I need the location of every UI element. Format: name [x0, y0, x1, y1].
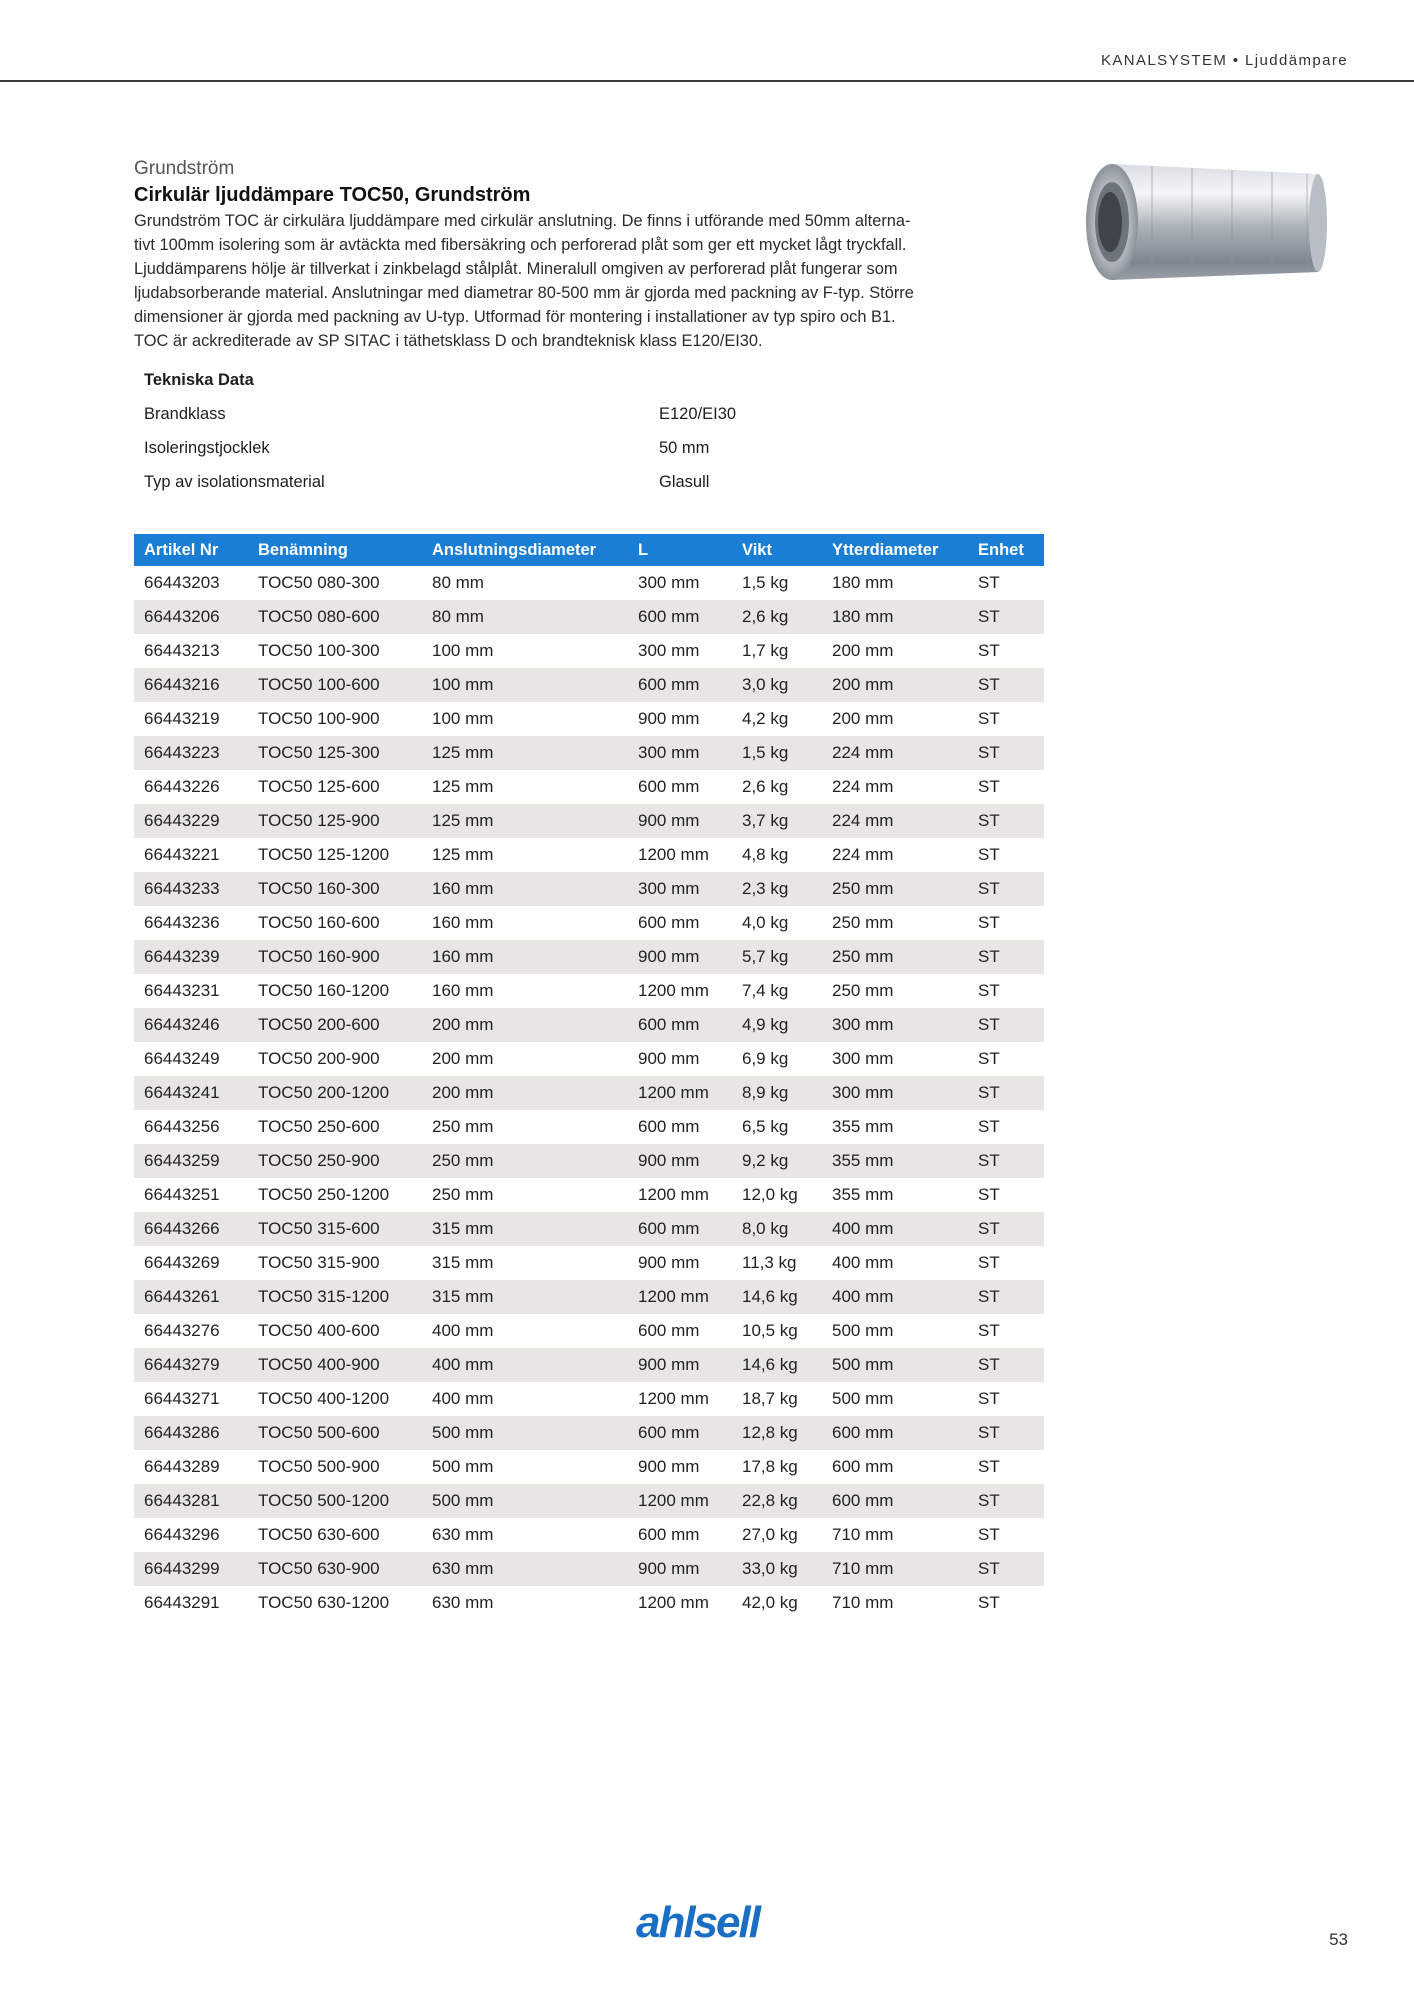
technical-data-row: [134, 465, 1044, 499]
cell-langd: 1200 mm: [638, 981, 709, 1000]
cell-artikel-nr: 66443229: [134, 804, 248, 838]
cell-ytterdiameter: 300 mm: [822, 1076, 968, 1110]
cell-benamning: TOC50 160-600: [258, 913, 380, 932]
cell-vikt: 8,0 kg: [732, 1212, 822, 1246]
cell-benamning: TOC50 125-1200: [258, 845, 390, 864]
cell-vikt: 1,5 kg: [732, 736, 822, 770]
cell-benamning: TOC50 160-1200: [258, 981, 390, 1000]
cell-vikt: 2,3 kg: [732, 872, 822, 906]
cell-vikt: 1,5 kg: [742, 573, 789, 592]
cell-ytterdiameter: 250 mm: [822, 940, 968, 974]
description-line: ljudabsorberande material. Anslutningar med diametrar 80-500 mm är gjorda med packning av F-typ. Större: [134, 284, 914, 302]
cell-benamning: TOC50 500-1200: [248, 1484, 422, 1518]
cell-langd: 1200 mm: [628, 1280, 732, 1314]
cell-vikt: 17,8 kg: [742, 1457, 798, 1476]
cell-benamning: TOC50 315-900: [258, 1253, 380, 1272]
cell-langd: 600 mm: [628, 1008, 732, 1042]
cell-anslutningsdiameter: 200 mm: [432, 1049, 494, 1068]
cell-ytterdiameter: 300 mm: [832, 1049, 894, 1068]
description-line: TOC är ackrediterade av SP SITAC i täthetsklass D och brandteknisk klass E120/EI30.: [134, 332, 763, 350]
cell-langd: 600 mm: [638, 1321, 700, 1340]
column-header-anslutningsdiameter: Anslutningsdiameter: [422, 534, 628, 566]
cell-benamning: TOC50 125-900: [248, 804, 422, 838]
cell-enhet: ST: [978, 1321, 1000, 1340]
cell-langd: 600 mm: [638, 1525, 700, 1544]
cell-benamning: TOC50 400-600: [258, 1321, 380, 1340]
cell-benamning: TOC50 160-300: [248, 872, 422, 906]
cell-vikt: 12,0 kg: [742, 1185, 798, 1204]
cell-ytterdiameter: 355 mm: [822, 1144, 968, 1178]
cell-artikel-nr: 66443236: [144, 913, 220, 932]
cell-enhet: ST: [978, 1457, 1000, 1476]
table-row: [134, 1144, 1044, 1178]
cell-enhet: ST: [978, 1185, 1000, 1204]
cell-artikel-nr: 66443203: [144, 573, 220, 592]
cell-vikt: 33,0 kg: [732, 1552, 822, 1586]
table-row: [134, 1246, 1044, 1280]
cell-vikt: 10,5 kg: [742, 1321, 798, 1340]
cell-benamning: TOC50 400-1200: [258, 1389, 390, 1408]
description-line: tivt 100mm isolering som är avtäckta med fibersäkring och perforerad plåt som ger ett mycket lågt tryckfall.: [134, 236, 907, 254]
cell-langd: 600 mm: [628, 668, 732, 702]
cell-enhet: ST: [968, 736, 1044, 770]
cell-ytterdiameter: 600 mm: [832, 1457, 894, 1476]
cell-ytterdiameter: 250 mm: [822, 872, 968, 906]
cell-vikt: 12,8 kg: [732, 1416, 822, 1450]
cell-benamning: TOC50 200-1200: [248, 1076, 422, 1110]
cell-anslutningsdiameter: 400 mm: [432, 1321, 494, 1340]
cell-langd: 600 mm: [628, 1416, 732, 1450]
cell-benamning: TOC50 250-900: [248, 1144, 422, 1178]
cell-vikt: 3,0 kg: [732, 668, 822, 702]
cell-enhet: ST: [978, 1593, 1000, 1612]
cell-vikt: 7,4 kg: [742, 981, 789, 1000]
cell-ytterdiameter: 200 mm: [822, 668, 968, 702]
cell-ytterdiameter: 710 mm: [832, 1525, 894, 1544]
technical-data-label: Brandklass: [144, 405, 226, 423]
cell-vikt: 6,9 kg: [742, 1049, 789, 1068]
cell-vikt: 27,0 kg: [742, 1525, 798, 1544]
cell-benamning: TOC50 200-600: [248, 1008, 422, 1042]
cell-anslutningsdiameter: 500 mm: [432, 1457, 494, 1476]
table-row: [134, 1280, 1044, 1314]
cell-enhet: ST: [968, 804, 1044, 838]
cell-anslutningsdiameter: 630 mm: [422, 1552, 628, 1586]
cell-anslutningsdiameter: 400 mm: [432, 1389, 494, 1408]
cell-vikt: 22,8 kg: [732, 1484, 822, 1518]
cell-vikt: 4,9 kg: [732, 1008, 822, 1042]
page-number: 53: [1329, 1930, 1348, 1949]
cell-artikel-nr: 66443289: [144, 1457, 220, 1476]
table-row: [134, 1212, 1044, 1246]
cell-artikel-nr: 66443291: [144, 1593, 220, 1612]
cell-langd: 1200 mm: [628, 1484, 732, 1518]
cell-langd: 900 mm: [638, 1457, 700, 1476]
cell-anslutningsdiameter: 315 mm: [422, 1212, 628, 1246]
technical-data: [134, 363, 1044, 499]
cell-vikt: 4,0 kg: [742, 913, 789, 932]
column-header-enhet: Enhet: [968, 534, 1044, 566]
cell-artikel-nr: 66443221: [144, 845, 220, 864]
cell-artikel-nr: 66443296: [144, 1525, 220, 1544]
cell-anslutningsdiameter: 500 mm: [422, 1484, 628, 1518]
cell-anslutningsdiameter: 160 mm: [422, 940, 628, 974]
table-row: [134, 566, 1044, 600]
cell-langd: 300 mm: [628, 736, 732, 770]
cell-vikt: 42,0 kg: [742, 1593, 798, 1612]
product-table: [134, 534, 1044, 1620]
table-row: [134, 838, 1044, 872]
cell-artikel-nr: 66443213: [144, 641, 220, 660]
cell-enhet: ST: [978, 1525, 1000, 1544]
cell-vikt: 11,3 kg: [742, 1253, 797, 1272]
cell-enhet: ST: [968, 600, 1044, 634]
cell-ytterdiameter: 500 mm: [822, 1348, 968, 1382]
technical-data-value: E120/EI30: [659, 405, 737, 423]
cell-vikt: 2,6 kg: [732, 600, 822, 634]
cell-ytterdiameter: 355 mm: [832, 1185, 894, 1204]
cell-enhet: ST: [968, 1552, 1044, 1586]
table-row: [134, 872, 1044, 906]
cell-artikel-nr: 66443279: [134, 1348, 248, 1382]
cell-artikel-nr: 66443256: [144, 1117, 220, 1136]
cell-benamning: TOC50 100-300: [258, 641, 380, 660]
cell-langd: 600 mm: [638, 777, 700, 796]
cell-benamning: TOC50 500-600: [248, 1416, 422, 1450]
cell-langd: 900 mm: [638, 1049, 700, 1068]
cell-ytterdiameter: 355 mm: [832, 1117, 894, 1136]
cell-ytterdiameter: 200 mm: [832, 709, 894, 728]
cell-anslutningsdiameter: 315 mm: [432, 1253, 494, 1272]
cell-enhet: ST: [968, 1348, 1044, 1382]
table-row: [134, 906, 1044, 940]
table-row: [134, 1416, 1044, 1450]
table-row: [134, 1450, 1044, 1484]
cell-enhet: ST: [968, 668, 1044, 702]
cell-anslutningsdiameter: 125 mm: [422, 804, 628, 838]
table-row: [134, 702, 1044, 736]
cell-ytterdiameter: 180 mm: [822, 600, 968, 634]
cell-artikel-nr: 66443206: [134, 600, 248, 634]
table-row: [134, 1178, 1044, 1212]
cell-langd: 1200 mm: [628, 1076, 732, 1110]
cell-benamning: TOC50 160-900: [248, 940, 422, 974]
cell-artikel-nr: 66443271: [144, 1389, 220, 1408]
technical-data-row: [134, 397, 1044, 431]
cell-artikel-nr: 66443276: [144, 1321, 220, 1340]
cell-langd: 600 mm: [628, 1212, 732, 1246]
cell-benamning: TOC50 315-600: [248, 1212, 422, 1246]
table-row: [134, 940, 1044, 974]
table-row: [134, 1110, 1044, 1144]
table-row: [134, 1586, 1044, 1620]
cell-enhet: ST: [968, 1280, 1044, 1314]
cell-langd: 900 mm: [628, 940, 732, 974]
cell-benamning: TOC50 630-600: [258, 1525, 380, 1544]
cell-anslutningsdiameter: 200 mm: [422, 1076, 628, 1110]
description-line: dimensioner är gjorda med packning av U-typ. Utformad för montering i installationer av typ spiro och B1.: [134, 308, 896, 326]
cell-vikt: 14,6 kg: [732, 1348, 822, 1382]
cell-artikel-nr: 66443223: [134, 736, 248, 770]
cell-artikel-nr: 66443241: [134, 1076, 248, 1110]
cell-enhet: ST: [968, 872, 1044, 906]
cell-vikt: 9,2 kg: [732, 1144, 822, 1178]
table-row: [134, 600, 1044, 634]
cell-anslutningsdiameter: 100 mm: [432, 709, 494, 728]
cell-anslutningsdiameter: 125 mm: [432, 777, 494, 796]
cell-benamning: TOC50 080-300: [258, 573, 380, 592]
cell-enhet: ST: [968, 1144, 1044, 1178]
cell-anslutningsdiameter: 200 mm: [422, 1008, 628, 1042]
cell-vikt: 6,5 kg: [742, 1117, 789, 1136]
cell-ytterdiameter: 710 mm: [832, 1593, 894, 1612]
cell-enhet: ST: [978, 981, 1000, 1000]
cell-anslutningsdiameter: 400 mm: [422, 1348, 628, 1382]
cell-benamning: TOC50 250-600: [258, 1117, 380, 1136]
table-row: [134, 1042, 1044, 1076]
cell-artikel-nr: 66443239: [134, 940, 248, 974]
cell-anslutningsdiameter: 125 mm: [422, 736, 628, 770]
cell-anslutningsdiameter: 160 mm: [432, 913, 494, 932]
cell-artikel-nr: 66443226: [144, 777, 220, 796]
cell-enhet: ST: [968, 1008, 1044, 1042]
cell-ytterdiameter: 250 mm: [832, 913, 894, 932]
cell-artikel-nr: 66443233: [134, 872, 248, 906]
cell-artikel-nr: 66443231: [144, 981, 220, 1000]
cell-langd: 600 mm: [628, 600, 732, 634]
cell-anslutningsdiameter: 160 mm: [422, 872, 628, 906]
cell-benamning: TOC50 500-900: [258, 1457, 380, 1476]
cell-langd: 300 mm: [628, 872, 732, 906]
cell-langd: 1200 mm: [638, 845, 709, 864]
product-intro: [134, 158, 1044, 353]
cell-benamning: TOC50 630-1200: [258, 1593, 390, 1612]
cell-artikel-nr: 66443269: [144, 1253, 220, 1272]
cell-enhet: ST: [978, 1389, 1000, 1408]
cell-langd: 900 mm: [628, 1144, 732, 1178]
ahlsell-logo: ahlsell: [636, 1898, 759, 1947]
table-row: [134, 1552, 1044, 1586]
cell-vikt: 4,8 kg: [742, 845, 789, 864]
cell-ytterdiameter: 300 mm: [822, 1008, 968, 1042]
cell-artikel-nr: 66443281: [134, 1484, 248, 1518]
technical-data-label: Typ av isolationsmaterial: [144, 473, 325, 491]
cell-enhet: ST: [968, 1212, 1044, 1246]
cell-benamning: TOC50 100-900: [258, 709, 380, 728]
cell-ytterdiameter: 500 mm: [832, 1389, 894, 1408]
cell-ytterdiameter: 710 mm: [822, 1552, 968, 1586]
cell-anslutningsdiameter: 250 mm: [432, 1185, 494, 1204]
cell-anslutningsdiameter: 80 mm: [422, 600, 628, 634]
cell-langd: 900 mm: [638, 709, 700, 728]
cell-ytterdiameter: 400 mm: [822, 1280, 968, 1314]
table-row: [134, 1484, 1044, 1518]
cell-vikt: 14,6 kg: [732, 1280, 822, 1314]
cell-benamning: TOC50 125-300: [248, 736, 422, 770]
cell-enhet: ST: [978, 913, 1000, 932]
cell-enhet: ST: [978, 777, 1000, 796]
table-row: [134, 770, 1044, 804]
cell-vikt: 5,7 kg: [732, 940, 822, 974]
cell-anslutningsdiameter: 250 mm: [422, 1144, 628, 1178]
cell-langd: 900 mm: [628, 1348, 732, 1382]
cell-benamning: TOC50 125-600: [258, 777, 380, 796]
cell-enhet: ST: [978, 573, 1000, 592]
header-section-label: KANALSYSTEM • Ljuddämpare: [1100, 52, 1348, 69]
cell-langd: 300 mm: [638, 573, 700, 592]
table-row: [134, 1382, 1044, 1416]
column-header-ytterdiameter: Ytterdiameter: [822, 534, 968, 566]
cell-langd: 900 mm: [628, 1552, 732, 1586]
cell-artikel-nr: 66443216: [134, 668, 248, 702]
cell-vikt: 1,7 kg: [742, 641, 789, 660]
cell-artikel-nr: 66443219: [144, 709, 220, 728]
cell-anslutningsdiameter: 630 mm: [432, 1593, 494, 1612]
cell-vikt: 3,7 kg: [732, 804, 822, 838]
cell-artikel-nr: 66443299: [134, 1552, 248, 1586]
description-line: Grundström TOC är cirkulära ljuddämpare med cirkulär anslutning. De finns i utförande med 50mm alterna-: [134, 212, 911, 230]
cell-vikt: 18,7 kg: [742, 1389, 798, 1408]
cell-enhet: ST: [978, 845, 1000, 864]
technical-data-label: Isoleringstjocklek: [144, 439, 270, 457]
cell-benamning: TOC50 100-600: [248, 668, 422, 702]
cell-anslutningsdiameter: 160 mm: [432, 981, 494, 1000]
cell-ytterdiameter: 400 mm: [832, 1253, 894, 1272]
cell-enhet: ST: [978, 1253, 1000, 1272]
cell-anslutningsdiameter: 500 mm: [422, 1416, 628, 1450]
cell-ytterdiameter: 600 mm: [822, 1416, 968, 1450]
cell-anslutningsdiameter: 80 mm: [432, 573, 484, 592]
cell-anslutningsdiameter: 125 mm: [432, 845, 494, 864]
cell-langd: 300 mm: [638, 641, 700, 660]
cell-ytterdiameter: 224 mm: [832, 777, 894, 796]
cell-vikt: 4,2 kg: [742, 709, 789, 728]
cell-enhet: ST: [968, 1484, 1044, 1518]
silencer-cylinder-image: [1082, 160, 1346, 284]
technical-data-value: 50 mm: [659, 439, 710, 457]
cell-ytterdiameter: 500 mm: [832, 1321, 894, 1340]
cell-ytterdiameter: 200 mm: [832, 641, 894, 660]
column-header-artikel-nr: Artikel Nr: [134, 534, 248, 566]
cell-anslutningsdiameter: 250 mm: [432, 1117, 494, 1136]
table-row: [134, 736, 1044, 770]
table-row: [134, 1076, 1044, 1110]
cell-artikel-nr: 66443246: [134, 1008, 248, 1042]
cell-benamning: TOC50 200-900: [258, 1049, 380, 1068]
cell-enhet: ST: [978, 1117, 1000, 1136]
table-row: [134, 804, 1044, 838]
table-row: [134, 1008, 1044, 1042]
header-divider: [0, 80, 1414, 82]
cell-enhet: ST: [978, 1049, 1000, 1068]
cell-vikt: 2,6 kg: [742, 777, 789, 796]
cell-anslutningsdiameter: 630 mm: [432, 1525, 494, 1544]
table-row: [134, 1518, 1044, 1552]
cell-enhet: ST: [968, 1076, 1044, 1110]
product-title: Cirkulär ljuddämpare TOC50, Grundström: [134, 184, 531, 206]
cell-langd: 1200 mm: [638, 1593, 709, 1612]
cell-benamning: TOC50 250-1200: [258, 1185, 390, 1204]
cell-enhet: ST: [978, 709, 1000, 728]
column-header-l: L: [628, 534, 732, 566]
cell-benamning: TOC50 400-900: [248, 1348, 422, 1382]
cell-langd: 1200 mm: [638, 1389, 709, 1408]
cell-artikel-nr: 66443261: [134, 1280, 248, 1314]
cell-enhet: ST: [978, 641, 1000, 660]
technical-data-heading: Tekniska Data: [144, 371, 254, 389]
cell-ytterdiameter: 600 mm: [822, 1484, 968, 1518]
cell-anslutningsdiameter: 100 mm: [432, 641, 494, 660]
cell-ytterdiameter: 250 mm: [832, 981, 894, 1000]
description-line: Ljuddämparens hölje är tillverkat i zinkbelagd stålplåt. Mineralull omgiven av perforerad plåt fungerar som: [134, 260, 898, 278]
table-header-row: [134, 534, 1044, 566]
cell-enhet: ST: [968, 940, 1044, 974]
cell-artikel-nr: 66443259: [134, 1144, 248, 1178]
cell-artikel-nr: 66443266: [134, 1212, 248, 1246]
column-header-benamning: Benämning: [248, 534, 422, 566]
cell-ytterdiameter: 224 mm: [832, 845, 894, 864]
technical-data-row: [134, 431, 1044, 465]
cell-langd: 600 mm: [638, 913, 700, 932]
cell-langd: 600 mm: [638, 1117, 700, 1136]
cell-ytterdiameter: 224 mm: [822, 736, 968, 770]
cell-ytterdiameter: 400 mm: [822, 1212, 968, 1246]
table-row: [134, 1314, 1044, 1348]
cell-langd: 900 mm: [628, 804, 732, 838]
cell-benamning: TOC50 630-900: [248, 1552, 422, 1586]
cell-enhet: ST: [968, 1416, 1044, 1450]
cell-benamning: TOC50 315-1200: [248, 1280, 422, 1314]
cell-artikel-nr: 66443286: [134, 1416, 248, 1450]
table-row: [134, 634, 1044, 668]
column-header-vikt: Vikt: [732, 534, 822, 566]
cell-artikel-nr: 66443251: [144, 1185, 220, 1204]
table-row: [134, 1348, 1044, 1382]
cell-ytterdiameter: 224 mm: [822, 804, 968, 838]
cell-artikel-nr: 66443249: [144, 1049, 220, 1068]
table-row: [134, 668, 1044, 702]
cell-ytterdiameter: 180 mm: [832, 573, 894, 592]
table-body: [134, 566, 1044, 1620]
cell-benamning: TOC50 080-600: [248, 600, 422, 634]
cell-langd: 900 mm: [638, 1253, 700, 1272]
technical-data-value: Glasull: [659, 473, 710, 491]
product-category: Grundström: [134, 158, 235, 179]
cell-langd: 1200 mm: [638, 1185, 709, 1204]
product-description: [134, 209, 1044, 353]
cell-vikt: 8,9 kg: [732, 1076, 822, 1110]
table-row: [134, 974, 1044, 1008]
cell-anslutningsdiameter: 100 mm: [422, 668, 628, 702]
cell-anslutningsdiameter: 315 mm: [422, 1280, 628, 1314]
